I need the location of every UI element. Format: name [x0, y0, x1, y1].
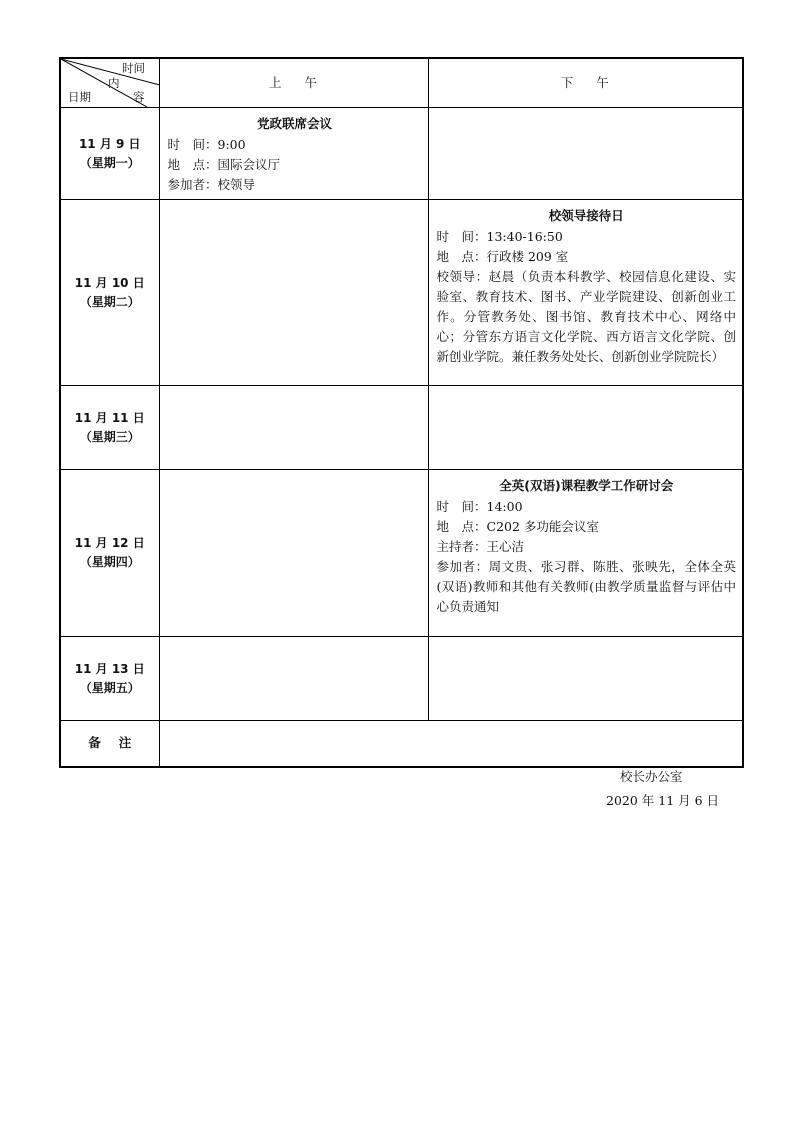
afternoon-cell [428, 386, 743, 470]
event-title: 党政联席会议 [256, 116, 332, 131]
schedule-row [60, 386, 743, 470]
corner-header-cell [60, 58, 159, 108]
schedule-sheet [59, 57, 742, 768]
morning-cell [159, 108, 428, 200]
corner-date-label: 日期 [68, 90, 91, 104]
event-time: 时 间：9:00 [167, 137, 246, 152]
morning-cell [159, 200, 428, 386]
event-location: 地 点：C202 多功能会议室 [436, 519, 599, 534]
issue-date: 2020 年 11 月 6 日 [606, 793, 720, 808]
schedule-row [60, 108, 743, 200]
weekday-label: （星期二） [79, 294, 140, 309]
afternoon-cell [428, 108, 743, 200]
event-title: 全英(双语)课程教学工作研讨会 [499, 478, 674, 493]
corner-time-label: 时间 [122, 61, 145, 75]
morning-header: 上 午 [159, 58, 428, 108]
event-location: 地 点：国际会议厅 [167, 157, 281, 172]
corner-content-left-label: 内 [108, 76, 120, 90]
date-cell [60, 470, 159, 637]
weekday-label: （星期一） [79, 155, 140, 170]
date-label: 11 月 13 日 [74, 661, 145, 676]
header-row [60, 58, 743, 108]
date-label: 11 月 10 日 [74, 275, 145, 290]
weekday-label: （星期五） [79, 680, 140, 695]
schedule-row [60, 637, 743, 721]
event-time: 时 间：13:40-16:50 [436, 229, 563, 244]
date-cell [60, 200, 159, 386]
date-cell [60, 637, 159, 721]
weekday-label: （星期四） [79, 555, 140, 569]
morning-cell [159, 470, 428, 637]
event-host: 主持者：王心洁 [436, 539, 525, 554]
event-title: 校领导接待日 [548, 208, 624, 223]
morning-cell [159, 386, 428, 470]
event-location: 地 点：行政楼 209 室 [436, 249, 569, 264]
date-cell [60, 386, 159, 470]
event-participants: 参加者：周文贵、张习群、陈胜、张映先，全体全英(双语)教师和其他有关教师(由教学质量监督与评估中心负责通知 [436, 559, 736, 614]
afternoon-header: 下 午 [428, 58, 743, 108]
morning-cell [159, 637, 428, 721]
weekday-label: （星期三） [79, 429, 140, 444]
afternoon-cell [428, 637, 743, 721]
schedule-table [59, 57, 744, 768]
schedule-row [60, 470, 743, 637]
notes-row [60, 721, 743, 767]
afternoon-cell [428, 470, 743, 637]
event-participants: 参加者：校领导 [167, 177, 256, 192]
date-cell [60, 108, 159, 200]
event-leader: 校领导：赵晨（负责本科教学、校园信息化建设、实验室、教育技术、图书、产业学院建设、创新创业工作。分管教务处、图书馆、教育技术中心、网络中心；分管东方语言文化学院、西方语言文化学院、创新创业学院。兼任教务处处长、创新创业学院院长） [436, 269, 736, 364]
notes-content-cell [159, 721, 743, 767]
issuing-office: 校长办公室 [620, 769, 683, 784]
event-time: 时 间：14:00 [436, 499, 523, 514]
afternoon-cell [428, 200, 743, 386]
schedule-row [60, 200, 743, 386]
date-label: 11 月 11 日 [74, 410, 145, 425]
date-label: 11 月 9 日 [78, 136, 141, 151]
date-label: 11 月 12 日 [74, 536, 145, 550]
corner-content-right-label: 容 [133, 90, 145, 104]
notes-label-cell: 备 注 [60, 721, 159, 767]
